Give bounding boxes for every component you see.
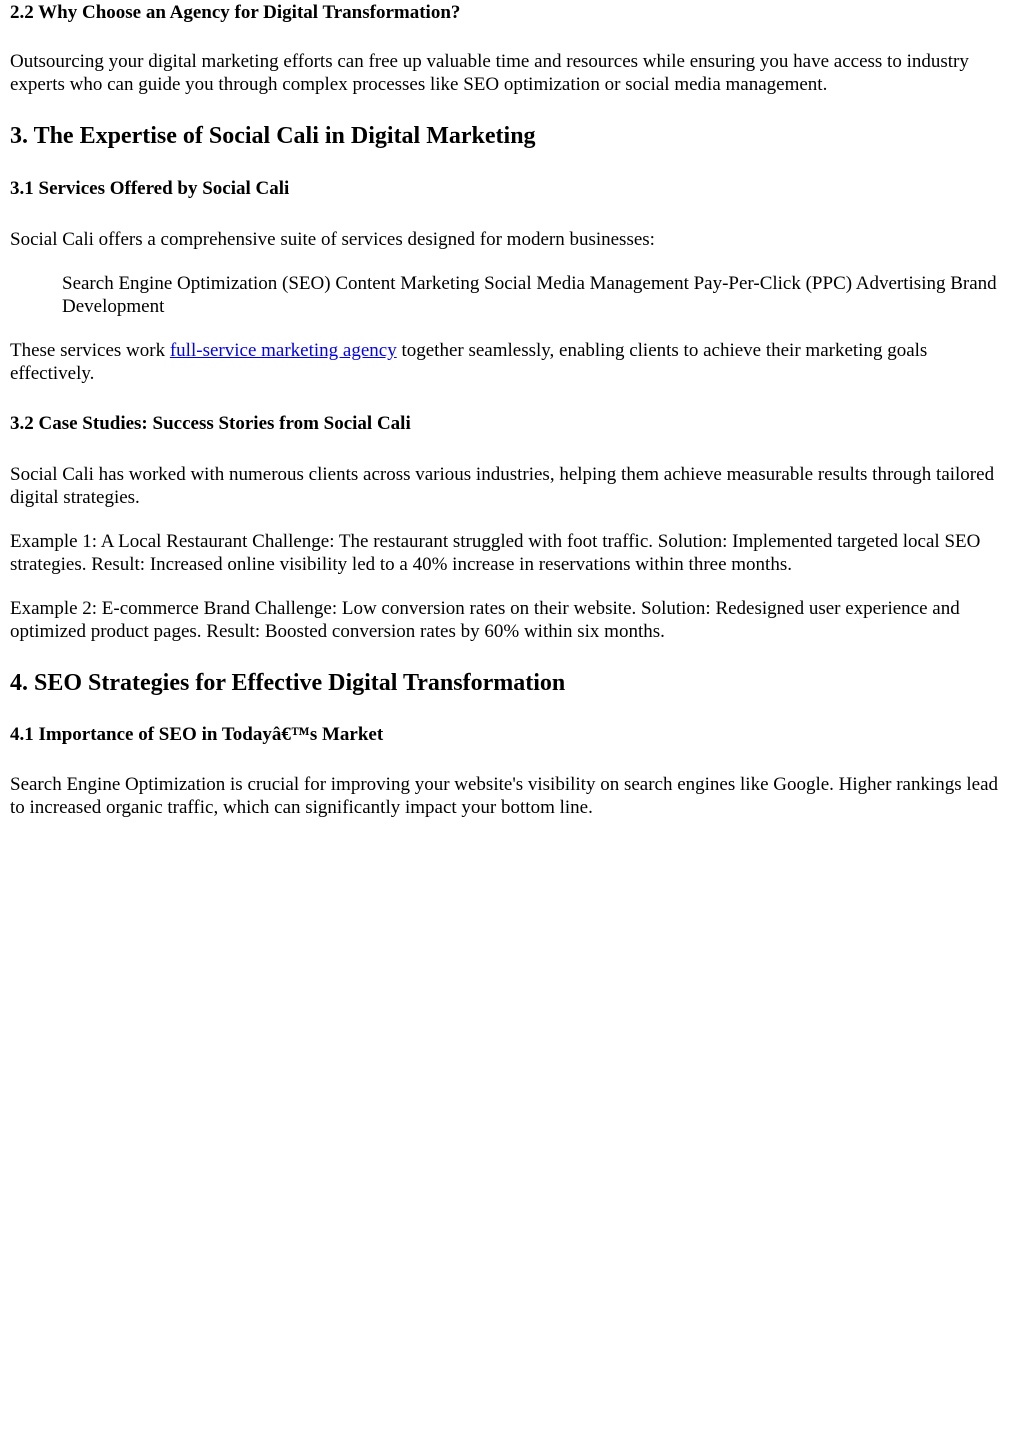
paragraph-example-1: Example 1: A Local Restaurant Challenge: The restaurant struggled with foot traffic. Solution: Implemented targeted local SEO strategies. Result: Increased online visibility led to a 40% increase in reservations within three months. bbox=[10, 531, 981, 575]
paragraph-outsourcing: Outsourcing your digital marketing efforts can free up valuable time and resources while ensuring you have access to industry experts who can guide you through complex processes like SEO optimization or social media management. bbox=[10, 51, 969, 95]
heading-services-offered: 3.1 Services Offered by Social Cali bbox=[10, 178, 290, 199]
full-service-agency-link[interactable]: full-service marketing agency bbox=[169, 340, 397, 361]
services-list: Search Engine Optimization (SEO) Content Marketing Social Media Management Pay-Per-Click (PPC) Advertising Brand Development bbox=[62, 273, 997, 317]
heading-why-choose-agency: 2.2 Why Choose an Agency for Digital Transformation? bbox=[10, 2, 461, 23]
paragraph-services-together bbox=[10, 339, 1014, 385]
paragraph-seo-importance: Search Engine Optimization is crucial for improving your website's visibility on search engines like Google. Higher rankings lead to increased organic traffic, which can significantly impact your bottom line. bbox=[10, 774, 999, 818]
heading-seo-strategies: 4. SEO Strategies for Effective Digital Transformation bbox=[10, 670, 566, 696]
text-before-link: These services work bbox=[10, 340, 170, 361]
text-after-link: together seamlessly, enabling clients to achieve their marketing goals effectively. bbox=[10, 340, 928, 384]
paragraph-services-intro: Social Cali offers a comprehensive suite of services designed for modern businesses: bbox=[10, 229, 655, 250]
heading-case-studies: 3.2 Case Studies: Success Stories from Social Cali bbox=[10, 413, 411, 434]
paragraph-case-studies-intro: Social Cali has worked with numerous clients across various industries, helping them achieve measurable results through tailored digital strategies. bbox=[10, 464, 995, 508]
paragraph-example-2: Example 2: E-commerce Brand Challenge: Low conversion rates on their website. Solution: Redesigned user experience and optimized product pages. Result: Boosted conversion rates by 60% within six months. bbox=[10, 598, 960, 642]
heading-importance-of-seo: 4.1 Importance of SEO in Todayâ€™s Market bbox=[10, 724, 384, 745]
heading-expertise-social-cali: 3. The Expertise of Social Cali in Digital Marketing bbox=[10, 123, 536, 149]
